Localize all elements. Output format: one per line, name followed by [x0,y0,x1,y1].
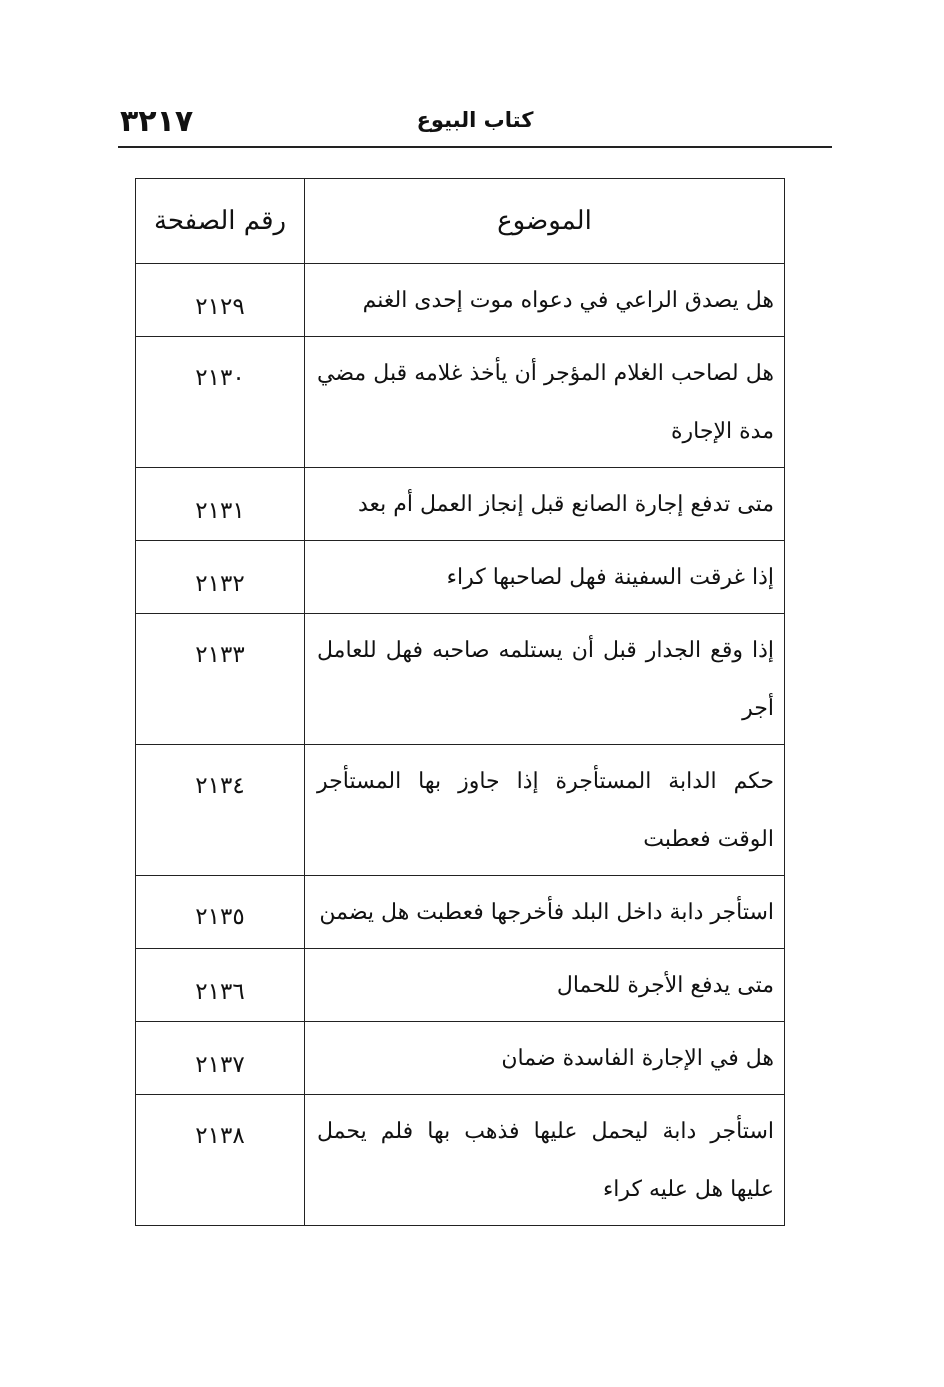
page-number: ٣٢١٧ [120,104,194,139]
page-cell: ٢١٣٠ [136,337,305,468]
table-row [136,541,785,614]
index-table [135,178,785,1226]
table-row [136,614,785,745]
table-header-row [136,179,785,264]
page-cell: ٢١٣٧ [136,1022,305,1095]
topic-cell: إذا غرقت السفينة فهل لصاحبها كراء [305,541,785,614]
page-cell: ٢١٣٥ [136,876,305,949]
table-row [136,876,785,949]
topic-cell: هل يصدق الراعي في دعواه موت إحدى الغنم [305,264,785,337]
book-title: كتاب البيوع [416,108,534,132]
table-row [136,337,785,468]
page-header [118,100,832,148]
table-row [136,745,785,876]
page-cell: ٢١٣٣ [136,614,305,745]
topic-cell: إذا وقع الجدار قبل أن يستلمه صاحبه فهل للعامل أجر [305,614,785,745]
topic-cell: هل لصاحب الغلام المؤجر أن يأخذ غلامه قبل مضي مدة الإجارة [305,337,785,468]
table-row [136,1095,785,1226]
topic-cell: متى تدفع إجارة الصانع قبل إنجاز العمل أم بعد [305,468,785,541]
table-row [136,949,785,1022]
column-header-page: رقم الصفحة [136,179,305,264]
table-row [136,468,785,541]
page-cell: ٢١٢٩ [136,264,305,337]
page-cell: ٢١٣٤ [136,745,305,876]
table-row [136,1022,785,1095]
table-row [136,264,785,337]
topic-cell: هل في الإجارة الفاسدة ضمان [305,1022,785,1095]
page-cell: ٢١٣٨ [136,1095,305,1226]
topic-cell: حكم الدابة المستأجرة إذا جاوز بها المستأجر الوقت فعطبت [305,745,785,876]
column-header-topic: الموضوع [305,179,785,264]
page-cell: ٢١٣١ [136,468,305,541]
topic-cell: استأجر دابة ليحمل عليها فذهب بها فلم يحمل عليها هل عليه كراء [305,1095,785,1226]
page-cell: ٢١٣٢ [136,541,305,614]
topic-cell: استأجر دابة داخل البلد فأخرجها فعطبت هل يضمن [305,876,785,949]
page-cell: ٢١٣٦ [136,949,305,1022]
topic-cell: متى يدفع الأجرة للحمال [305,949,785,1022]
